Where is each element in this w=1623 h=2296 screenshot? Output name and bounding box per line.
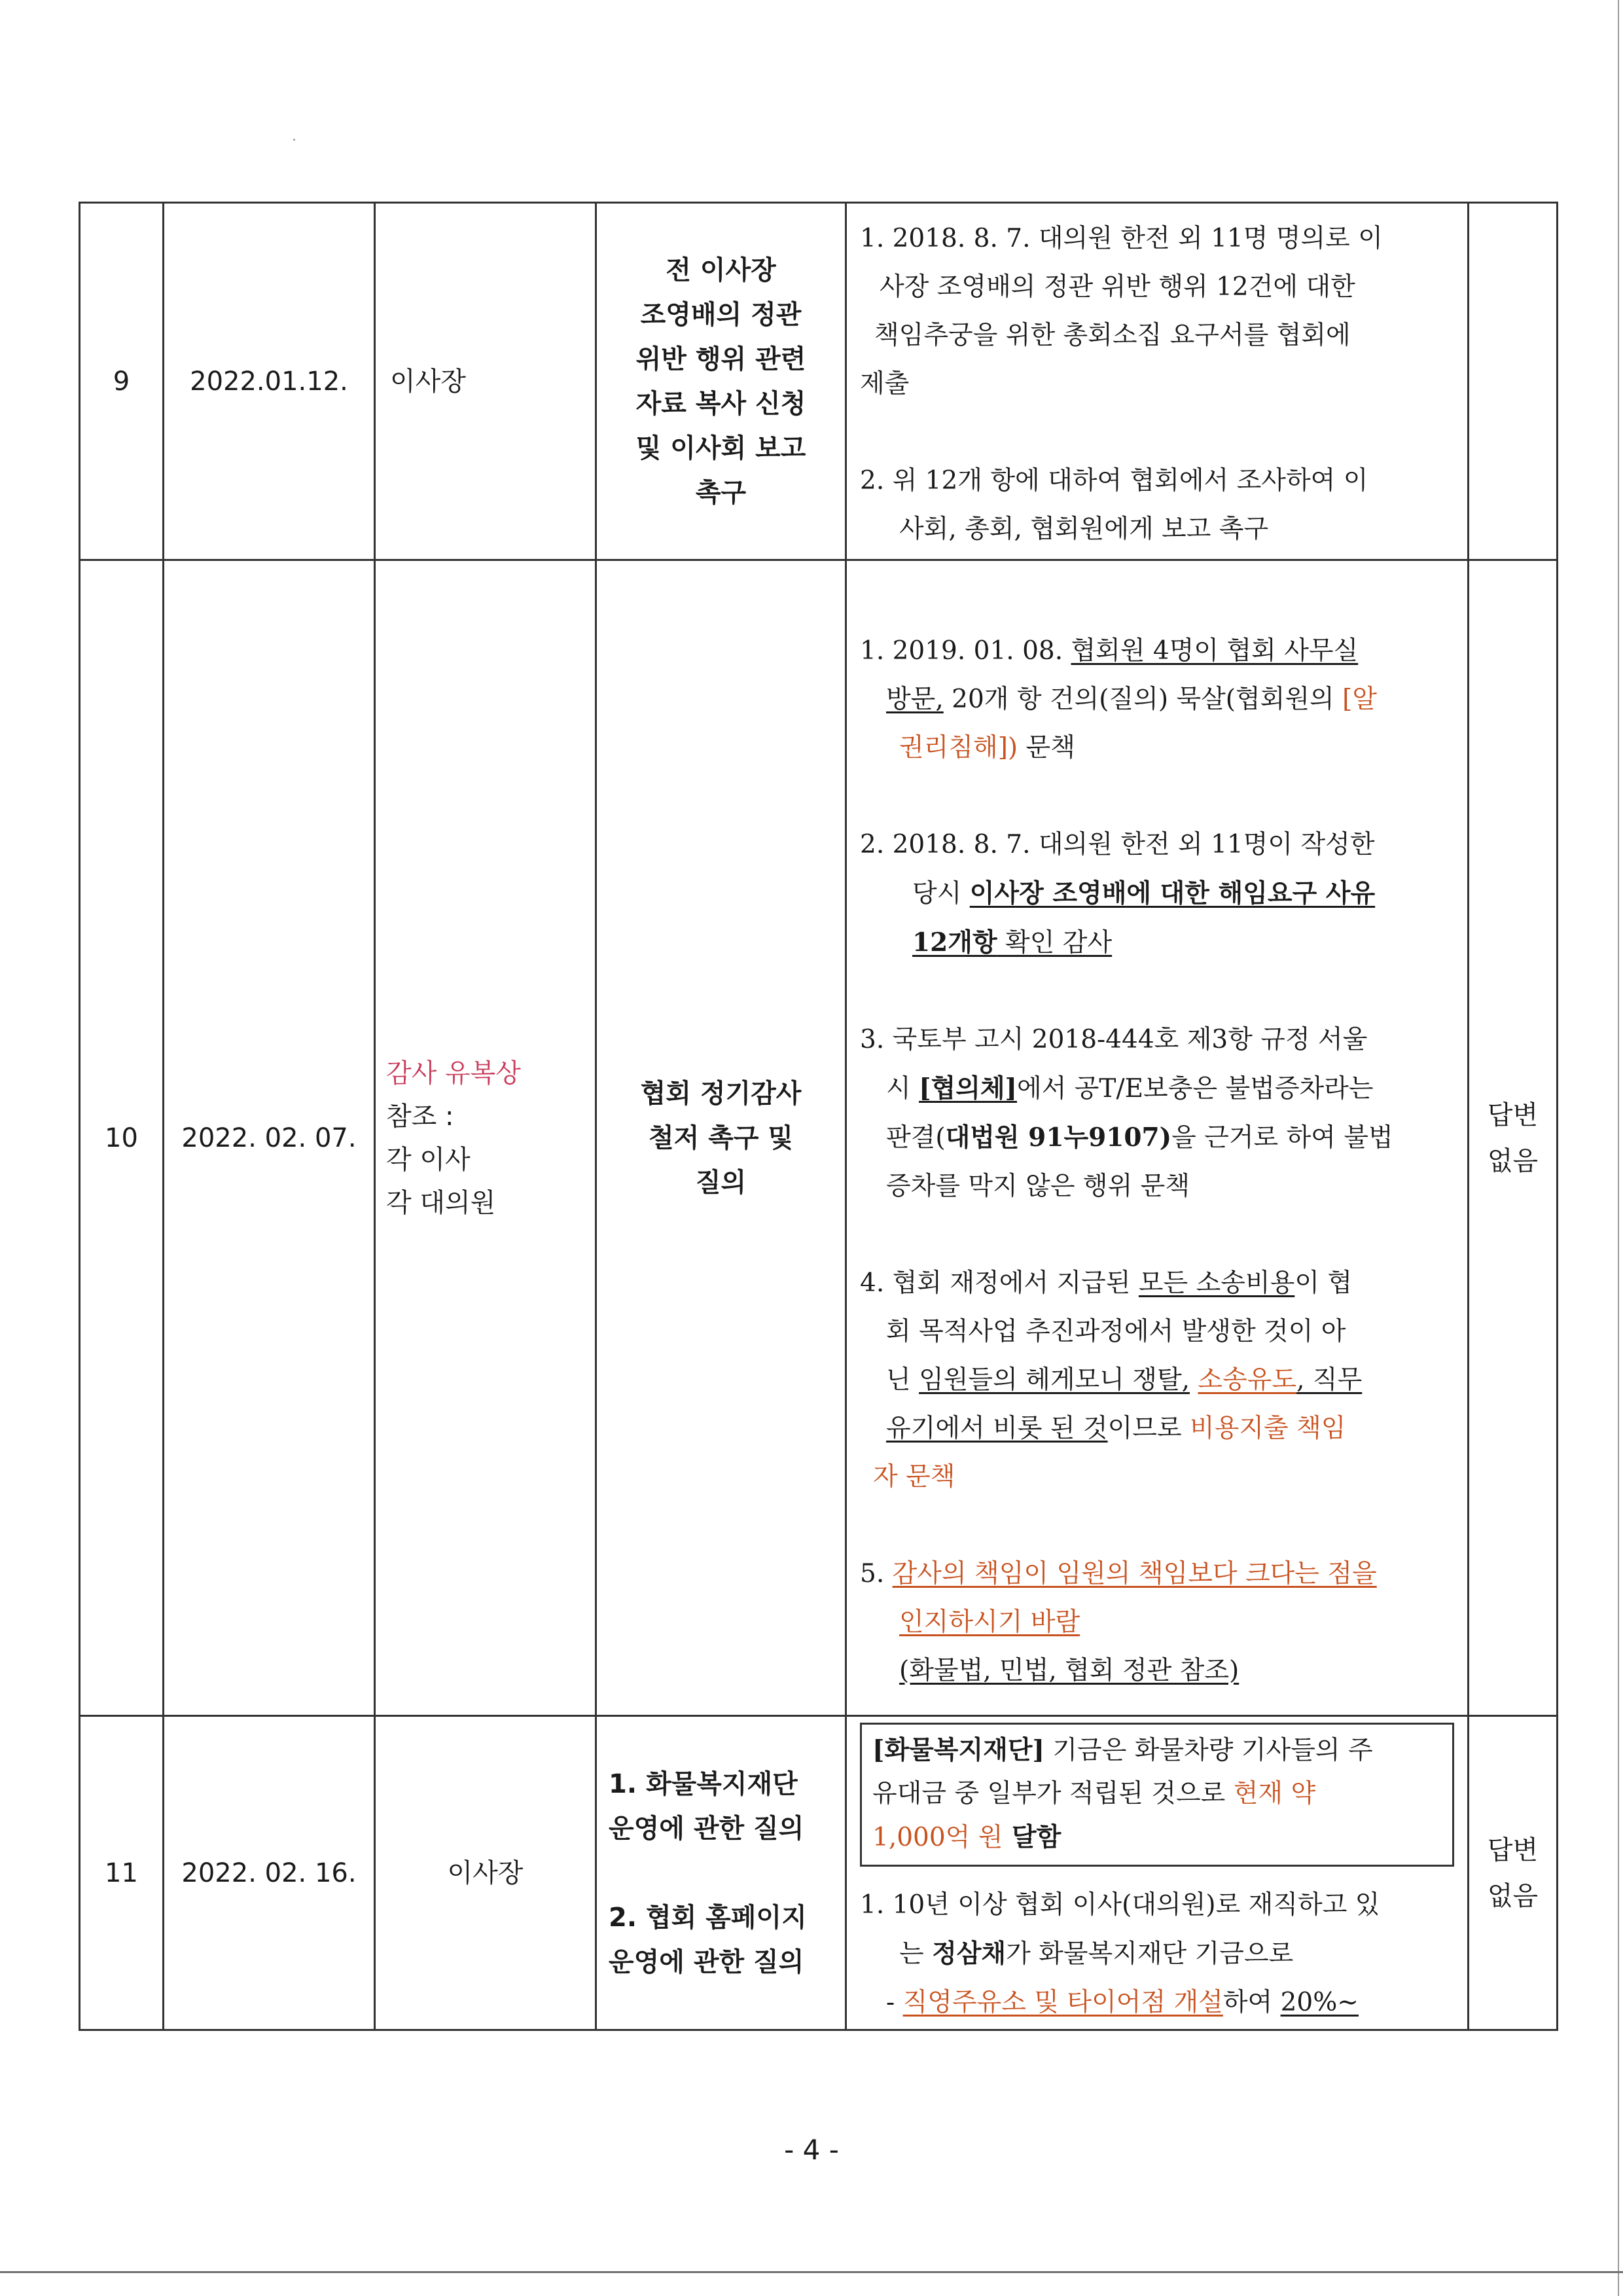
highlighted-text: 감사의 책임이 임원의 책임보다 크다는 점을: [892, 1558, 1377, 1588]
content-line: [872, 1772, 1442, 1816]
text: 시: [886, 1073, 919, 1103]
recipient-text: 이사장: [390, 366, 466, 397]
content-line: 3. 국토부 고시 2018-444호 제3항 규정 서울: [860, 1024, 1368, 1054]
underlined-text: , 직무: [1296, 1365, 1363, 1395]
row-recipient: [375, 203, 596, 560]
bold-text: 달함: [1003, 1822, 1061, 1852]
underlined-text: 확인 감사: [997, 927, 1113, 958]
recipient-ref-label: 참조 :: [386, 1101, 454, 1132]
highlighted-text: 소송유도: [1198, 1365, 1297, 1395]
text: 을 근거로 하여 불법: [1171, 1122, 1393, 1153]
table-row: [80, 1716, 1558, 2030]
row-number: 9: [80, 203, 164, 560]
content-line: [860, 1647, 1454, 1695]
title-line: 및 이사회 보고: [635, 433, 806, 463]
title-line: 자료 복사 신청: [635, 388, 806, 419]
row-reply: [1469, 1716, 1558, 2030]
content-line: 사회, 총회, 협회원에게 보고 촉구: [899, 514, 1269, 544]
spacer: [860, 772, 1454, 821]
content-line: [872, 1816, 1442, 1859]
text: 기금은 화물차량 기사들의 주: [1044, 1736, 1373, 1765]
reply-line: 답변: [1487, 1100, 1539, 1130]
reply-line: 답변: [1487, 1835, 1539, 1865]
highlighted-text: [알: [1342, 684, 1377, 714]
emphasis-text: 이사장 조영배에 대한 해임요구 사유: [969, 878, 1376, 908]
row-reply: [1469, 560, 1558, 1716]
title-line: 운영에 관한 질의: [609, 1946, 804, 1977]
text: 4. 협회 재정에서 지급된: [860, 1268, 1139, 1298]
underlined-text: (화물법, 민법, 협회 정관 참조): [899, 1655, 1240, 1685]
content-line: [860, 918, 1454, 967]
spacer: [860, 408, 1454, 457]
page-number: - 4 -: [784, 2134, 839, 2166]
text: 판결(: [886, 1122, 946, 1153]
reply-line: 없음: [1487, 1145, 1539, 1176]
content-line: [860, 675, 1454, 724]
title-line: 촉구: [695, 477, 747, 508]
underlined-text: 임원들의 헤게모니 쟁탈,: [919, 1365, 1190, 1395]
content-line: 사장 조영배의 정관 위반 행위 12건에 대한: [880, 272, 1355, 302]
underlined-text: 협회원 4명이 협회 사무실: [1071, 636, 1359, 666]
underlined-text: 유기에서 비롯 된 것: [886, 1413, 1108, 1443]
text: -: [886, 1988, 903, 2017]
row-content: [846, 560, 1469, 1716]
row-date: 2022. 02. 07.: [164, 560, 375, 1716]
text: 20개 항 건의(질의) 묵살(협회원의: [943, 684, 1343, 714]
content-line: [860, 1598, 1454, 1647]
text: 1. 2019. 01. 08.: [860, 636, 1071, 666]
emphasis-text: 12개항: [912, 927, 997, 958]
scan-speck: [293, 139, 295, 141]
text: 이 협: [1294, 1268, 1353, 1298]
row-number: 11: [80, 1716, 164, 2030]
title-line: 1. 화물복지재단: [609, 1768, 798, 1799]
row-date: 2022. 02. 16.: [164, 1716, 375, 2030]
highlighted-text: 직영주유소 및 타이어점 개설: [902, 1988, 1223, 2017]
recipient-main: 감사 유복상: [386, 1058, 521, 1088]
row-number: 10: [80, 560, 164, 1716]
underlined-text: 20%~: [1280, 1988, 1359, 2017]
bold-text: 대법원 91누9107): [945, 1122, 1172, 1153]
content-line: [860, 869, 1454, 918]
title-line: 질의: [695, 1167, 747, 1198]
bold-text: [화물복지재단]: [872, 1735, 1044, 1765]
spacer: [860, 967, 1454, 1016]
text: 유대금 중 일부가 적립된 것으로: [872, 1779, 1234, 1808]
content-line: [872, 1729, 1442, 1772]
reply-line: 없음: [1487, 1880, 1539, 1911]
content-line: [860, 1356, 1454, 1405]
recipient-ref: 각 대의원: [386, 1187, 496, 1218]
highlighted-text: 1,000억 원: [872, 1823, 1003, 1852]
page-edge: [1618, 0, 1619, 2296]
text: 당시: [912, 878, 970, 908]
row-content: [846, 203, 1469, 560]
content-line: [860, 1259, 1454, 1308]
row-reply: [1469, 203, 1558, 560]
highlighted-text: 비용지출 책임: [1190, 1413, 1346, 1443]
highlighted-text: 현재 약: [1233, 1779, 1316, 1808]
text: 이므로: [1107, 1413, 1190, 1443]
table-row: [80, 203, 1558, 560]
fund-info-box: [860, 1723, 1454, 1867]
content-line: 증차를 막지 않은 행위 문책: [886, 1171, 1190, 1201]
content-line: [860, 1550, 1454, 1598]
spacer: [860, 1501, 1454, 1550]
text: 닌: [886, 1365, 919, 1395]
content-line: [860, 724, 1454, 772]
content-line: 1. 10년 이상 협회 이사(대의원)로 재직하고 있: [860, 1890, 1380, 1920]
recipient-ref: 각 이사: [386, 1144, 471, 1175]
row-recipient: [375, 560, 596, 1716]
content-line: 회 목적사업 추진과정에서 발생한 것이 아: [886, 1316, 1346, 1346]
text: 에서 공T/E보충은 불법증차라는: [1017, 1073, 1374, 1103]
row-content: [846, 1716, 1469, 2030]
text: 5.: [860, 1558, 893, 1588]
spacer: [609, 1851, 832, 1895]
title-line: 전 이사장: [666, 255, 776, 285]
row-recipient: 이사장: [375, 1716, 596, 2030]
content-line: [860, 627, 1454, 675]
bold-text: 정삼채: [932, 1939, 1007, 1969]
content-line: 책임추궁을 위한 총회소집 요구서를 협회에: [874, 320, 1351, 350]
content-line: 1. 2018. 8. 7. 대의원 한전 외 11명 명의로 이: [860, 223, 1383, 253]
underlined-text: 모든 소송비용: [1138, 1268, 1295, 1298]
text: 하여: [1222, 1988, 1281, 2017]
page-edge-bottom: [0, 2271, 1623, 2273]
row-date: 2022.01.12.: [164, 203, 375, 560]
content-line: [860, 1929, 1454, 1979]
highlighted-text: 자 문책: [873, 1462, 955, 1492]
content-line: [860, 1064, 1454, 1113]
highlighted-text: 인지하시기 바람: [899, 1607, 1080, 1637]
row-title: [596, 560, 846, 1716]
title-line: 협회 정기감사: [640, 1078, 802, 1109]
content-line: 2. 위 12개 항에 대하여 협회에서 조사하여 이: [860, 465, 1368, 495]
emphasis-text: [협의체]: [919, 1073, 1018, 1103]
correspondence-table: [79, 202, 1558, 2031]
title-line: 철저 촉구 및: [648, 1122, 794, 1153]
title-line: 조영배의 정관: [640, 299, 802, 330]
spacer: [860, 1211, 1454, 1259]
text: 는: [899, 1939, 933, 1969]
title-line: 위반 행위 관련: [635, 344, 806, 374]
row-title: [596, 203, 846, 560]
content-line: 제출: [860, 368, 910, 399]
table-row: [80, 560, 1558, 1716]
content-line: [860, 1453, 1454, 1501]
underlined-text: 방문,: [886, 684, 944, 714]
content-line: [860, 1113, 1454, 1162]
title-line: 운영에 관한 질의: [609, 1813, 804, 1844]
content-line: [860, 1979, 1454, 2027]
title-line: 2. 협회 홈페이지: [609, 1902, 807, 1933]
text: 문책: [1018, 732, 1075, 762]
highlighted-text: 권리침해]): [899, 732, 1018, 762]
text: 가 화물복지재단 기금으로: [1006, 1939, 1294, 1969]
row-title: [596, 1716, 846, 2030]
content-line: 2. 2018. 8. 7. 대의원 한전 외 11명이 작성한: [860, 829, 1375, 859]
content-line: [860, 1405, 1454, 1453]
